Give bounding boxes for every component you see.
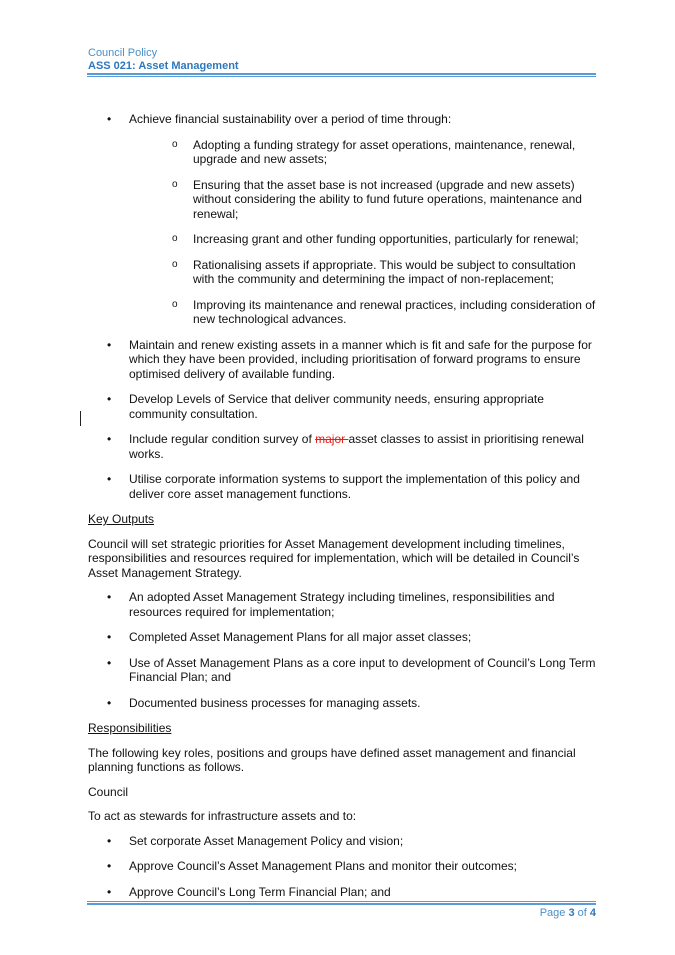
sub-list-item bbox=[129, 258, 598, 287]
page-prefix: Page bbox=[539, 907, 569, 919]
sub-list-item bbox=[129, 178, 598, 222]
bullet-icon: • bbox=[107, 112, 112, 126]
list-item-text: Completed Asset Management Plans for all major asset classes; bbox=[129, 630, 472, 644]
list-item-text-before: Include regular condition survey of bbox=[129, 432, 316, 446]
bullet-icon: • bbox=[107, 337, 112, 352]
list-item-text: Approve Council’s Long Term Financial Plan; and bbox=[129, 884, 391, 899]
list-item-text: Utilise corporate information systems to support the implementation of this policy and deliver core asset management functions. bbox=[129, 472, 580, 501]
sub-list-item-text: Ensuring that the asset base is not increased (upgrade and new assets) without considering the ability to fund future operations, maintenance and renewal; bbox=[193, 177, 582, 221]
section-heading-key-outputs: Key Outputs bbox=[88, 512, 155, 526]
list-item-text: Documented business processes for managing assets. bbox=[129, 695, 421, 710]
list-item-text: Approve Council’s Asset Management Plans and monitor their outcomes; bbox=[129, 859, 517, 873]
circle-bullet-icon: o bbox=[172, 138, 178, 150]
section-heading-responsibilities: Responsibilities bbox=[88, 721, 172, 735]
list-item-text: Maintain and renew existing assets in a manner which is fit and safe for the purpose for which they have been provided, including prioritisation of forward programs to ensure optimised delivery of available funding. bbox=[129, 337, 592, 381]
list-item bbox=[88, 696, 598, 711]
change-bar bbox=[80, 411, 81, 426]
header-rule bbox=[87, 73, 596, 77]
circle-bullet-icon: o bbox=[172, 298, 178, 310]
list-item bbox=[88, 338, 598, 382]
council-intro: To act as stewards for infrastructure assets and to: bbox=[88, 809, 357, 823]
list-item bbox=[88, 472, 598, 501]
bullet-icon: • bbox=[107, 472, 112, 486]
list-item bbox=[88, 656, 598, 685]
bullet-icon: • bbox=[107, 630, 112, 644]
list-item bbox=[88, 885, 598, 900]
list-item bbox=[88, 834, 598, 849]
page-body bbox=[88, 112, 598, 910]
footer-rule bbox=[87, 901, 596, 905]
page-header bbox=[88, 47, 239, 73]
list-item bbox=[88, 432, 598, 461]
page-separator: of bbox=[574, 907, 590, 919]
list-item bbox=[88, 392, 598, 421]
list-item-text: Use of Asset Management Plans as a core input to development of Council’s Long Term Financial Plan; and bbox=[129, 655, 596, 684]
sub-list-item-text: Adopting a funding strategy for asset operations, maintenance, renewal, upgrade and new assets; bbox=[193, 137, 576, 166]
key-outputs-intro: Council will set strategic priorities for Asset Management development including timelines, responsibilities and resources required for implementation, which will be detailed in Council’s Asset Management Strategy. bbox=[88, 536, 580, 580]
sub-list-item bbox=[129, 298, 598, 327]
list-item bbox=[88, 630, 598, 645]
sub-list-item-text: Increasing grant and other funding opportunities, particularly for renewal; bbox=[193, 232, 579, 246]
bullet-icon: • bbox=[107, 833, 112, 848]
list-item bbox=[88, 112, 598, 327]
responsibilities-intro: The following key roles, positions and groups have defined asset management and financial planning functions as follows. bbox=[88, 745, 576, 774]
sub-list-item-text: Rationalising assets if appropriate. This would be subject to consultation with the community and determining the impact of non-replacement; bbox=[193, 257, 576, 286]
header-title: ASS 021: Asset Management bbox=[88, 60, 239, 72]
bullet-icon: • bbox=[107, 695, 112, 710]
list-item-text: Achieve financial sustainability over a period of time through: bbox=[129, 112, 452, 126]
bullet-icon: • bbox=[107, 884, 112, 899]
tracked-deletion: major bbox=[315, 432, 349, 446]
sub-list-item bbox=[129, 138, 598, 167]
circle-bullet-icon: o bbox=[172, 233, 178, 244]
page-number bbox=[540, 907, 596, 919]
page-total: 4 bbox=[589, 907, 596, 919]
list-item-text: An adopted Asset Management Strategy including timelines, responsibilities and resources required for implementation; bbox=[129, 590, 555, 619]
bullet-icon: • bbox=[107, 859, 112, 873]
circle-bullet-icon: o bbox=[172, 178, 178, 190]
bullet-icon: • bbox=[107, 432, 112, 446]
header-subtitle: Council Policy bbox=[88, 47, 158, 59]
list-item-text: Set corporate Asset Management Policy and vision; bbox=[129, 833, 404, 848]
sub-list-item-text: Improving its maintenance and renewal practices, including consideration of new technological advances. bbox=[193, 297, 596, 326]
sub-list-item bbox=[129, 232, 598, 247]
list-item-text-after: asset classes to assist in prioritising renewal works. bbox=[129, 432, 584, 461]
bullet-icon: • bbox=[107, 590, 112, 604]
list-item bbox=[88, 590, 598, 619]
sub-list bbox=[129, 138, 598, 327]
circle-bullet-icon: o bbox=[172, 258, 178, 270]
list-item bbox=[88, 859, 598, 874]
council-label: Council bbox=[88, 784, 129, 799]
bullet-icon: • bbox=[107, 392, 112, 406]
list-item-text: Develop Levels of Service that deliver community needs, ensuring appropriate community consultation. bbox=[129, 392, 544, 421]
page-current: 3 bbox=[568, 907, 575, 919]
bullet-icon: • bbox=[107, 655, 112, 670]
